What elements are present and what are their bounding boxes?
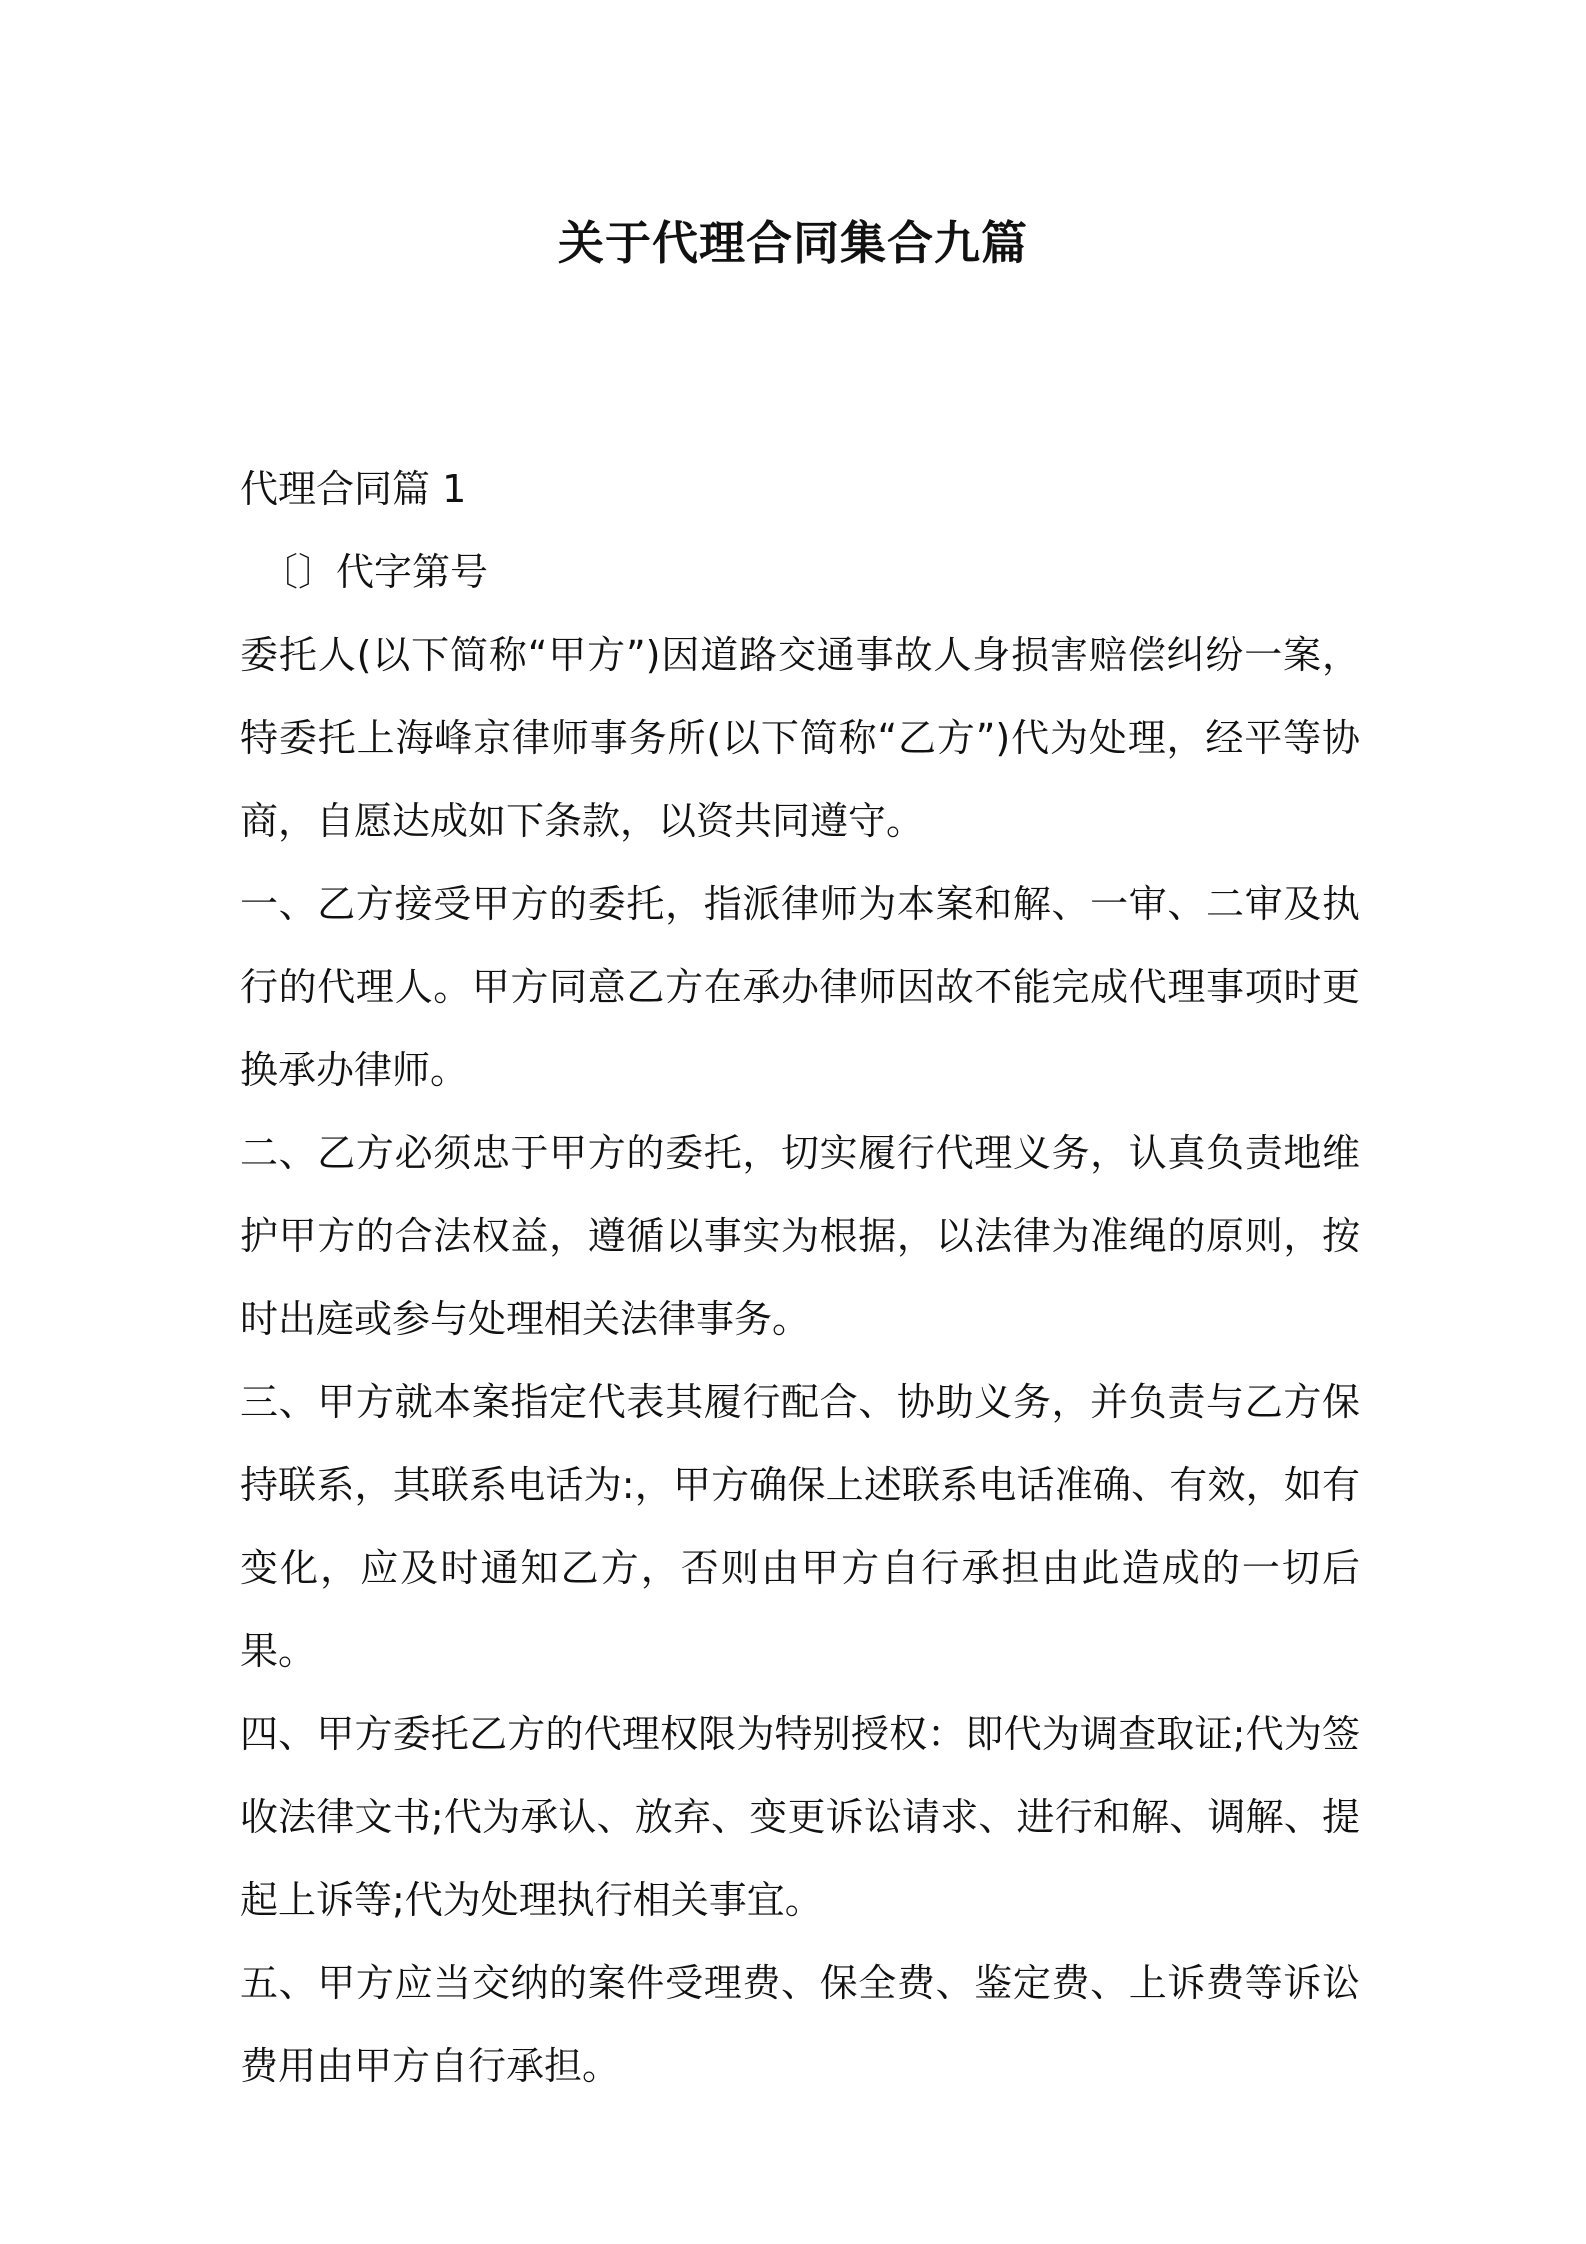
paragraph-clause-4: 四、甲方委托乙方的代理权限为特别授权：即代为调查取证;代为签收法律文书;代为承认、放弃、变更诉讼请求、进行和解、调解、提起上诉等;代为处理执行相关事宜。 xyxy=(240,1712,1360,1922)
paragraph-clause-5: 五、甲方应当交纳的案件受理费、保全费、鉴定费、上诉费等诉讼费用由甲方自行承担。 xyxy=(240,1961,1360,2088)
paragraph-clause-1: 一、乙方接受甲方的委托，指派律师为本案和解、一审、二审及执行的代理人。甲方同意乙方在承办律师因故不能完成代理事项时更换承办律师。 xyxy=(240,882,1360,1092)
paragraph-clause-2: 二、乙方必须忠于甲方的委托，切实履行代理义务，认真负责地维护甲方的合法权益，遵循以事实为根据，以法律为准绳的原则，按时出庭或参与处理相关法律事务。 xyxy=(240,1131,1360,1341)
document-number-line: 〔〕代字第号 xyxy=(260,550,489,594)
paragraph-clause-3: 三、甲方就本案指定代表其履行配合、协助义务，并负责与乙方保持联系，其联系电话为:，甲方确保上述联系电话准确、有效，如有变化，应及时通知乙方，否则由甲方自行承担由此造成的一切后果。 xyxy=(240,1380,1360,1673)
section-heading: 代理合同篇 1 xyxy=(240,467,467,511)
document-title: 关于代理合同集合九篇 xyxy=(558,216,1028,270)
paragraph-intro: 委托人(以下简称“甲方”)因道路交通事故人身损害赔偿纠纷一案，特委托上海峰京律师事务所(以下简称“乙方”)代为处理，经平等协商，自愿达成如下条款，以资共同遵守。 xyxy=(240,633,1360,843)
document-body xyxy=(240,448,1360,2108)
